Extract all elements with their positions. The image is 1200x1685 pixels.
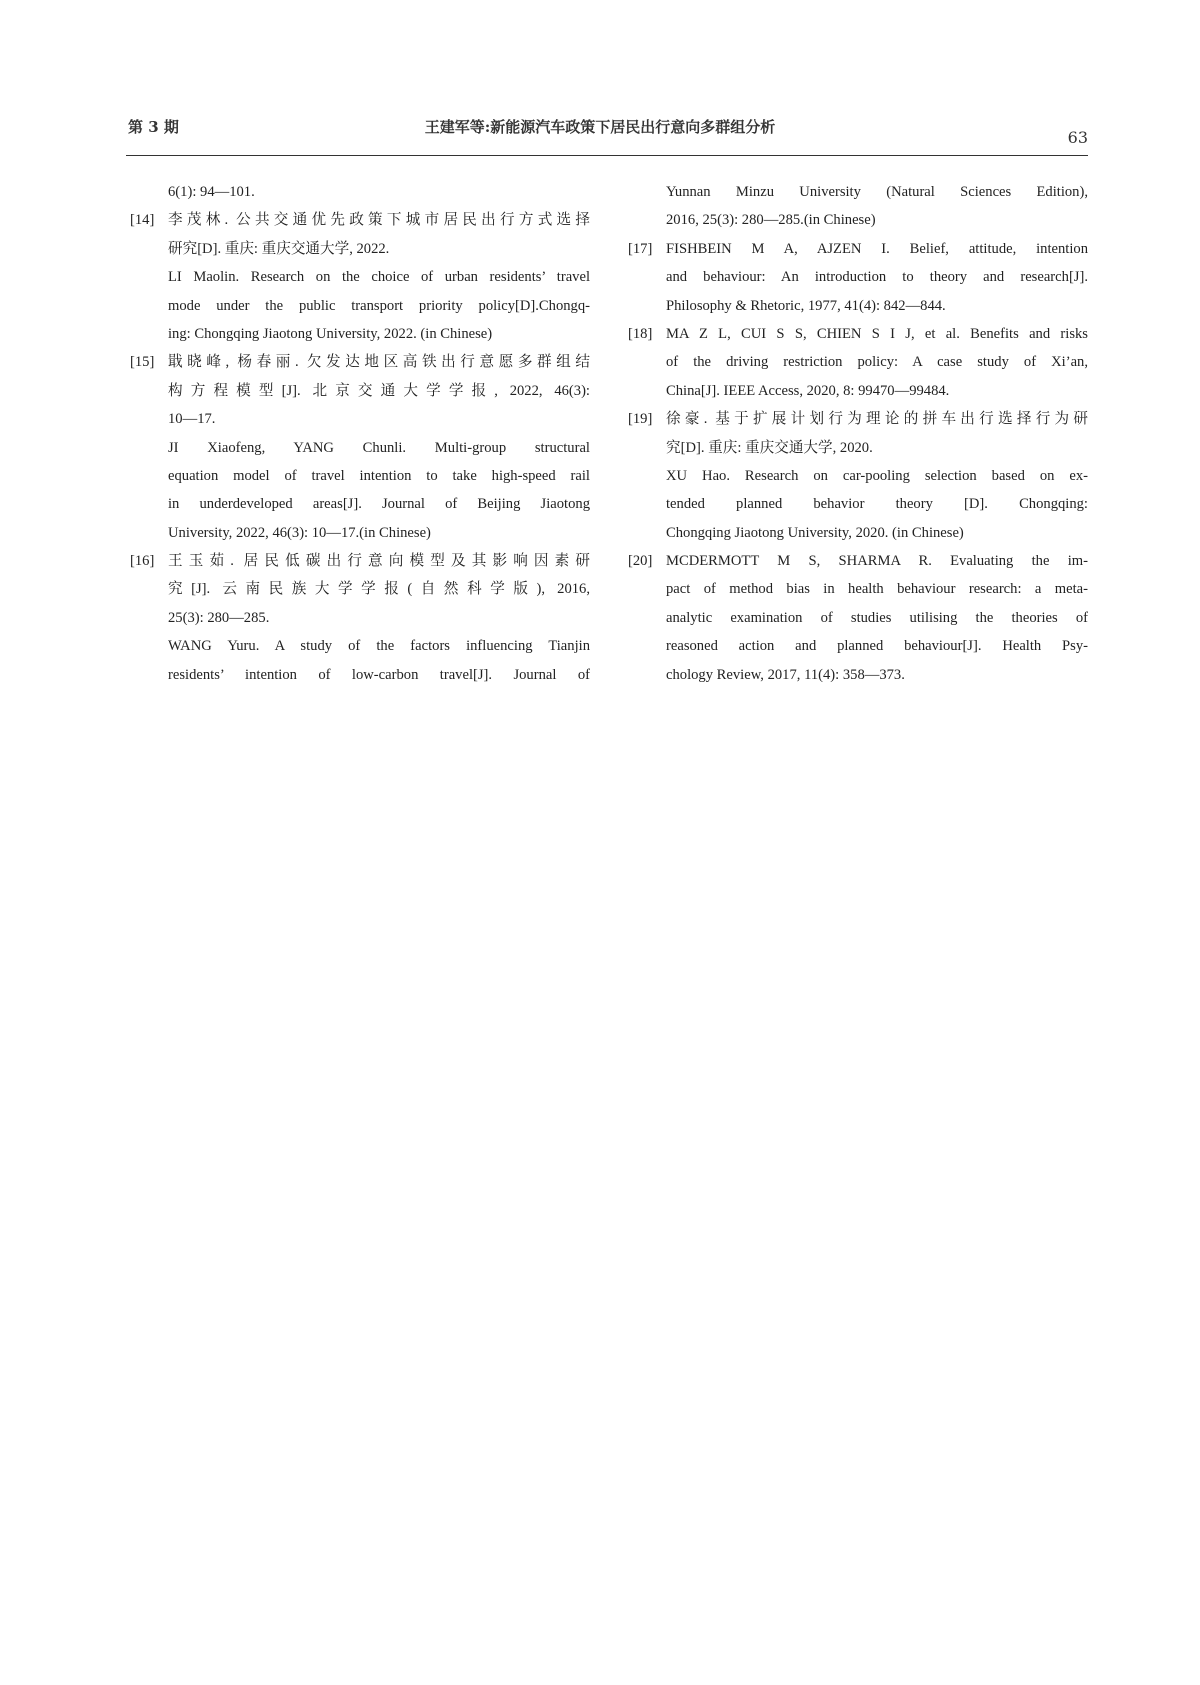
running-title: 王建军等:新能源汽车政策下居民出行意向多群组分析 (424, 118, 776, 136)
reference-continuation-line: 2016, 25(3): 280—285.(in Chinese) (666, 212, 876, 229)
reference-line: reasoned action and planned behaviour[J]. Health Psy- (666, 638, 1088, 655)
reference-line: Chongqing Jiaotong University, 2020. (in Chinese) (666, 524, 964, 541)
reference-line: FISHBEIN M A, AJZEN I. Belief, attitude, intention (666, 240, 1088, 257)
reference-entry (628, 547, 1088, 689)
reference-number: [15] (130, 354, 155, 371)
reference-line: 究[J]. 云南民族大学学报(自然科学版), 2016, (168, 581, 590, 598)
reference-line: 李茂林. 公共交通优先政策下城市居民出行方式选择 (168, 212, 590, 229)
left-column (130, 178, 590, 689)
reference-line: chology Review, 2017, 11(4): 358—373. (666, 666, 905, 683)
reference-line: tended planned behavior theory [D]. Chongqing: (666, 496, 1088, 513)
reference-number: [19] (628, 411, 653, 428)
reference-line: MA Z L, CUI S S, CHIEN S I J, et al. Benefits and risks (666, 325, 1088, 342)
reference-line: 构方程模型[J]. 北京交通大学学报, 2022, 46(3): (168, 382, 590, 399)
reference-entry (130, 206, 590, 348)
reference-line: ing: Chongqing Jiaotong University, 2022. (in Chinese) (168, 325, 493, 342)
reference-line: MCDERMOTT M S, SHARMA R. Evaluating the im- (666, 553, 1088, 570)
reference-number: [18] (628, 325, 653, 342)
reference-line: equation model of travel intention to take high-speed rail (168, 467, 590, 484)
reference-line: LI Maolin. Research on the choice of urban residents’ travel (168, 269, 590, 286)
reference-line: 戢晓峰, 杨春丽. 欠发达地区高铁出行意愿多群组结 (168, 354, 590, 371)
reference-entry (130, 547, 590, 689)
page-number: 63 (1067, 128, 1088, 147)
reference-line: University, 2022, 46(3): 10—17.(in Chinese) (168, 524, 431, 541)
reference-line: 究[D]. 重庆: 重庆交通大学, 2020. (666, 439, 873, 456)
reference-line: 研究[D]. 重庆: 重庆交通大学, 2022. (168, 240, 390, 257)
reference-line: mode under the public transport priority policy[D].Chongq- (168, 297, 590, 314)
issue-label: 第 3 期 (128, 118, 179, 136)
reference-continuation-line: Yunnan Minzu University (Natural Sciences Edition), (666, 184, 1088, 200)
reference-number: [17] (628, 240, 653, 257)
reference-entry (628, 320, 1088, 405)
reference-line: WANG Yuru. A study of the factors influencing Tianjin (168, 638, 590, 655)
reference-entry (628, 405, 1088, 547)
right-column (628, 178, 1088, 689)
reference-line: pact of method bias in health behaviour research: a meta- (666, 581, 1088, 598)
reference-entry (130, 348, 590, 547)
reference-line: in underdeveloped areas[J]. Journal of Beijing Jiaotong (168, 496, 590, 513)
header-rule (126, 155, 1088, 156)
reference-line: 徐豪. 基于扩展计划行为理论的拼车出行选择行为研 (666, 411, 1088, 428)
reference-line: residents’ intention of low-carbon travel[J]. Journal of (168, 666, 590, 683)
reference-entry (628, 235, 1088, 320)
reference-number: [20] (628, 553, 653, 570)
reference-number: [16] (130, 553, 155, 570)
reference-line: of the driving restriction policy: A case study of Xi’an, (666, 354, 1088, 371)
reference-line: JI Xiaofeng, YANG Chunli. Multi-group structural (168, 439, 590, 456)
reference-line: and behaviour: An introduction to theory and research[J]. (666, 269, 1088, 286)
reference-line: XU Hao. Research on car-pooling selection based on ex- (666, 467, 1088, 484)
reference-line: 10—17. (168, 411, 216, 428)
reference-number: [14] (130, 212, 155, 229)
reference-line: analytic examination of studies utilising the theories of (666, 609, 1088, 626)
reference-line: 王玉茹. 居民低碳出行意向模型及其影响因素研 (168, 553, 590, 570)
reference-line: Philosophy & Rhetoric, 1977, 41(4): 842—844. (666, 297, 946, 314)
reference-line: China[J]. IEEE Access, 2020, 8: 99470—99484. (666, 382, 950, 399)
reference-continuation-line: 6(1): 94—101. (168, 184, 255, 200)
reference-line: 25(3): 280—285. (168, 609, 270, 626)
